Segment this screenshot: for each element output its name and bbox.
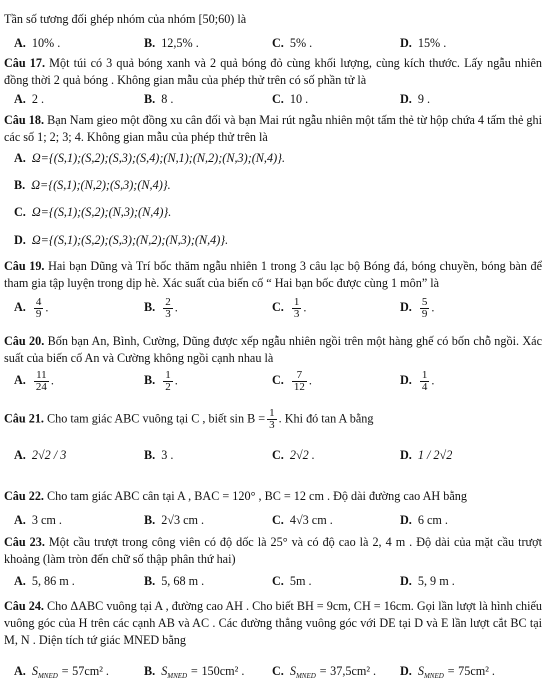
option-d: D. $S_{MNED} = 75cm^2$ .: [400, 664, 495, 680]
option-c: C. $\frac{1}{3}$ .: [272, 296, 307, 320]
option-a: A. 5, 86 m .: [14, 574, 75, 588]
option-a: A. $S_{MNED} = 57cm^2$ .: [14, 664, 109, 680]
question-text: Bốn bạn An, Bình, Cường, Dũng được xếp ngẫu nhiên ngồi trên một hàng ghế có bốn chỗ ngồi. Xác suất của biến cố An và Cường không ngồi cạnh nhau là: [4, 334, 542, 365]
option-d: D. 9 .: [400, 92, 431, 106]
question-label: Câu 23.: [4, 535, 45, 549]
question-21-options: [0, 448, 547, 472]
option-d: D. 5, 9 m .: [400, 574, 455, 588]
option-d: D. 6 cm .: [400, 513, 448, 527]
question-22-options: [0, 513, 547, 531]
option-b: B. 3 .: [144, 448, 174, 462]
option-b: B. $S_{MNED} = 150cm^2$ .: [144, 664, 245, 680]
option-b: B. 12,5% .: [144, 36, 199, 50]
option-c: C. 5% .: [272, 36, 313, 50]
question-22: [4, 488, 542, 505]
option-c: C. 2√2 .: [272, 448, 315, 462]
question-19: [4, 258, 542, 292]
question-20: [4, 333, 542, 367]
question-24: [4, 598, 542, 649]
option-c: C. 10 .: [272, 92, 309, 106]
option-a: A. 10% .: [14, 36, 61, 50]
option-a: A. 2√2 / 3: [14, 448, 67, 462]
option-b: B. 2√3 cm .: [144, 513, 205, 527]
question-19-options: [0, 297, 547, 321]
option-d: D. $\frac{1}{4}$ .: [400, 369, 435, 393]
option-d: D. $\frac{5}{9}$ .: [400, 296, 435, 320]
option-b: B. $\frac{1}{2}$ .: [144, 369, 178, 393]
question-18-option-c: C. Ω={(S,1);(S,2);(N,3);(N,4)}.: [14, 205, 172, 219]
question-text: Một túi có 3 quả bóng xanh và 2 quả bóng đỏ cùng khối lượng, cùng kích thước. Lấy ngẫu nhiên đồng thời 2 quả bóng . Không gian mẫu của phép thử trên có số phần tử là: [4, 56, 543, 87]
question-24-options: [0, 664, 547, 682]
option-b: B. 5, 68 m .: [144, 574, 205, 588]
option-b: B. 8 .: [144, 92, 174, 106]
option-d: D. 1 / 2√2: [400, 448, 453, 462]
question-17: [4, 55, 542, 89]
option-c: C. 4√3 cm .: [272, 513, 333, 527]
question-text: Hai bạn Dũng và Trí bốc thăm ngẫu nhiên 1 trong 3 câu lạc bộ Bóng đá, bóng chuyền, bóng bàn để tham gia tập luyện trong dịp hè. Xác suất của biến cố “ Hai bạn bốc được cùng 1 môn” là: [4, 259, 542, 290]
question-label: Câu 17.: [4, 56, 46, 70]
question-text: Cho tam giác ABC vuông tại C , biết sin B =: [47, 411, 266, 426]
question-label: Câu 22.: [4, 489, 44, 503]
option-d: D. 15% .: [400, 36, 447, 50]
question-23-options: [0, 574, 547, 592]
question-21: Câu 21. Cho tam giác ABC vuông tại C , biết sin B = $\frac{1}{3}$ . Khi đó tan A bằng: [4, 407, 374, 431]
question-17-options: [0, 92, 547, 110]
option-c: C. 5m .: [272, 574, 312, 588]
question-18: [4, 112, 542, 146]
question-18-option-d: D. Ω={(S,1);(S,2);(S,3);(N,2);(N,3);(N,4)}.: [14, 233, 229, 247]
question-18-option-b: B. Ω={(S,1);(N,2);(S,3);(N,4)}.: [14, 178, 171, 192]
sinb-fraction: $\frac{1}{3}$: [269, 407, 275, 431]
option-a: A. 3 cm .: [14, 513, 62, 527]
question-23: [4, 534, 542, 568]
option-a: A. $\frac{4}{9}$ .: [14, 296, 49, 320]
option-a: A. 2 .: [14, 92, 45, 106]
question-16-stem: Tần số tương đối ghép nhóm của nhóm [50;60) là: [4, 12, 247, 26]
option-a: A. $\frac{11}{24}$ .: [14, 369, 54, 393]
question-label: Câu 20.: [4, 334, 45, 348]
question-label: Câu 24.: [4, 599, 44, 613]
option-c: C. $S_{MNED} = 37,5cm^2$ .: [272, 664, 377, 680]
question-label: Câu 19.: [4, 259, 45, 273]
question-18-option-a: A. Ω={(S,1);(S,2);(S,3);(S,4);(N,1);(N,2);(N,3);(N,4)}.: [14, 151, 286, 165]
question-label: Câu 21.: [4, 411, 44, 426]
question-label: Câu 18.: [4, 113, 44, 127]
question-text: Cho tam giác ABC cân tại A , BAC = 120° , BC = 12 cm . Độ dài đường cao AH bằng: [47, 489, 467, 503]
option-c: C. $\frac{7}{12}$ .: [272, 369, 312, 393]
question-text: Bạn Nam gieo một đồng xu cân đối và bạn Mai rút ngẫu nhiên một tấm thẻ từ hộp chứa 4 tấm thẻ ghi các số 1; 2; 3; 4. Không gian mẫu của phép thử trên là: [4, 113, 543, 144]
question-16-options: [0, 36, 547, 54]
question-20-options: [0, 370, 547, 394]
question-text: Cho ΔABC vuông tại A , đường cao AH . Cho biết BH = 9cm, CH = 16cm. Gọi lần lượt là hình chiếu vuông góc của H trên các cạnh AB và AC . Các đường thẳng vuông góc với DE tại D và E lần lượt cắt BC tại M, N . Diện tích tứ giác MNED bằng: [4, 599, 542, 647]
option-b: B. $\frac{2}{3}$ .: [144, 296, 178, 320]
question-text: Một cầu trượt trong công viên có độ dốc là 25° và có độ cao là 2, 4 m . Độ dài của mặt cầu trượt khoảng (làm tròn đến chữ số thập phân thứ hai): [4, 535, 542, 566]
